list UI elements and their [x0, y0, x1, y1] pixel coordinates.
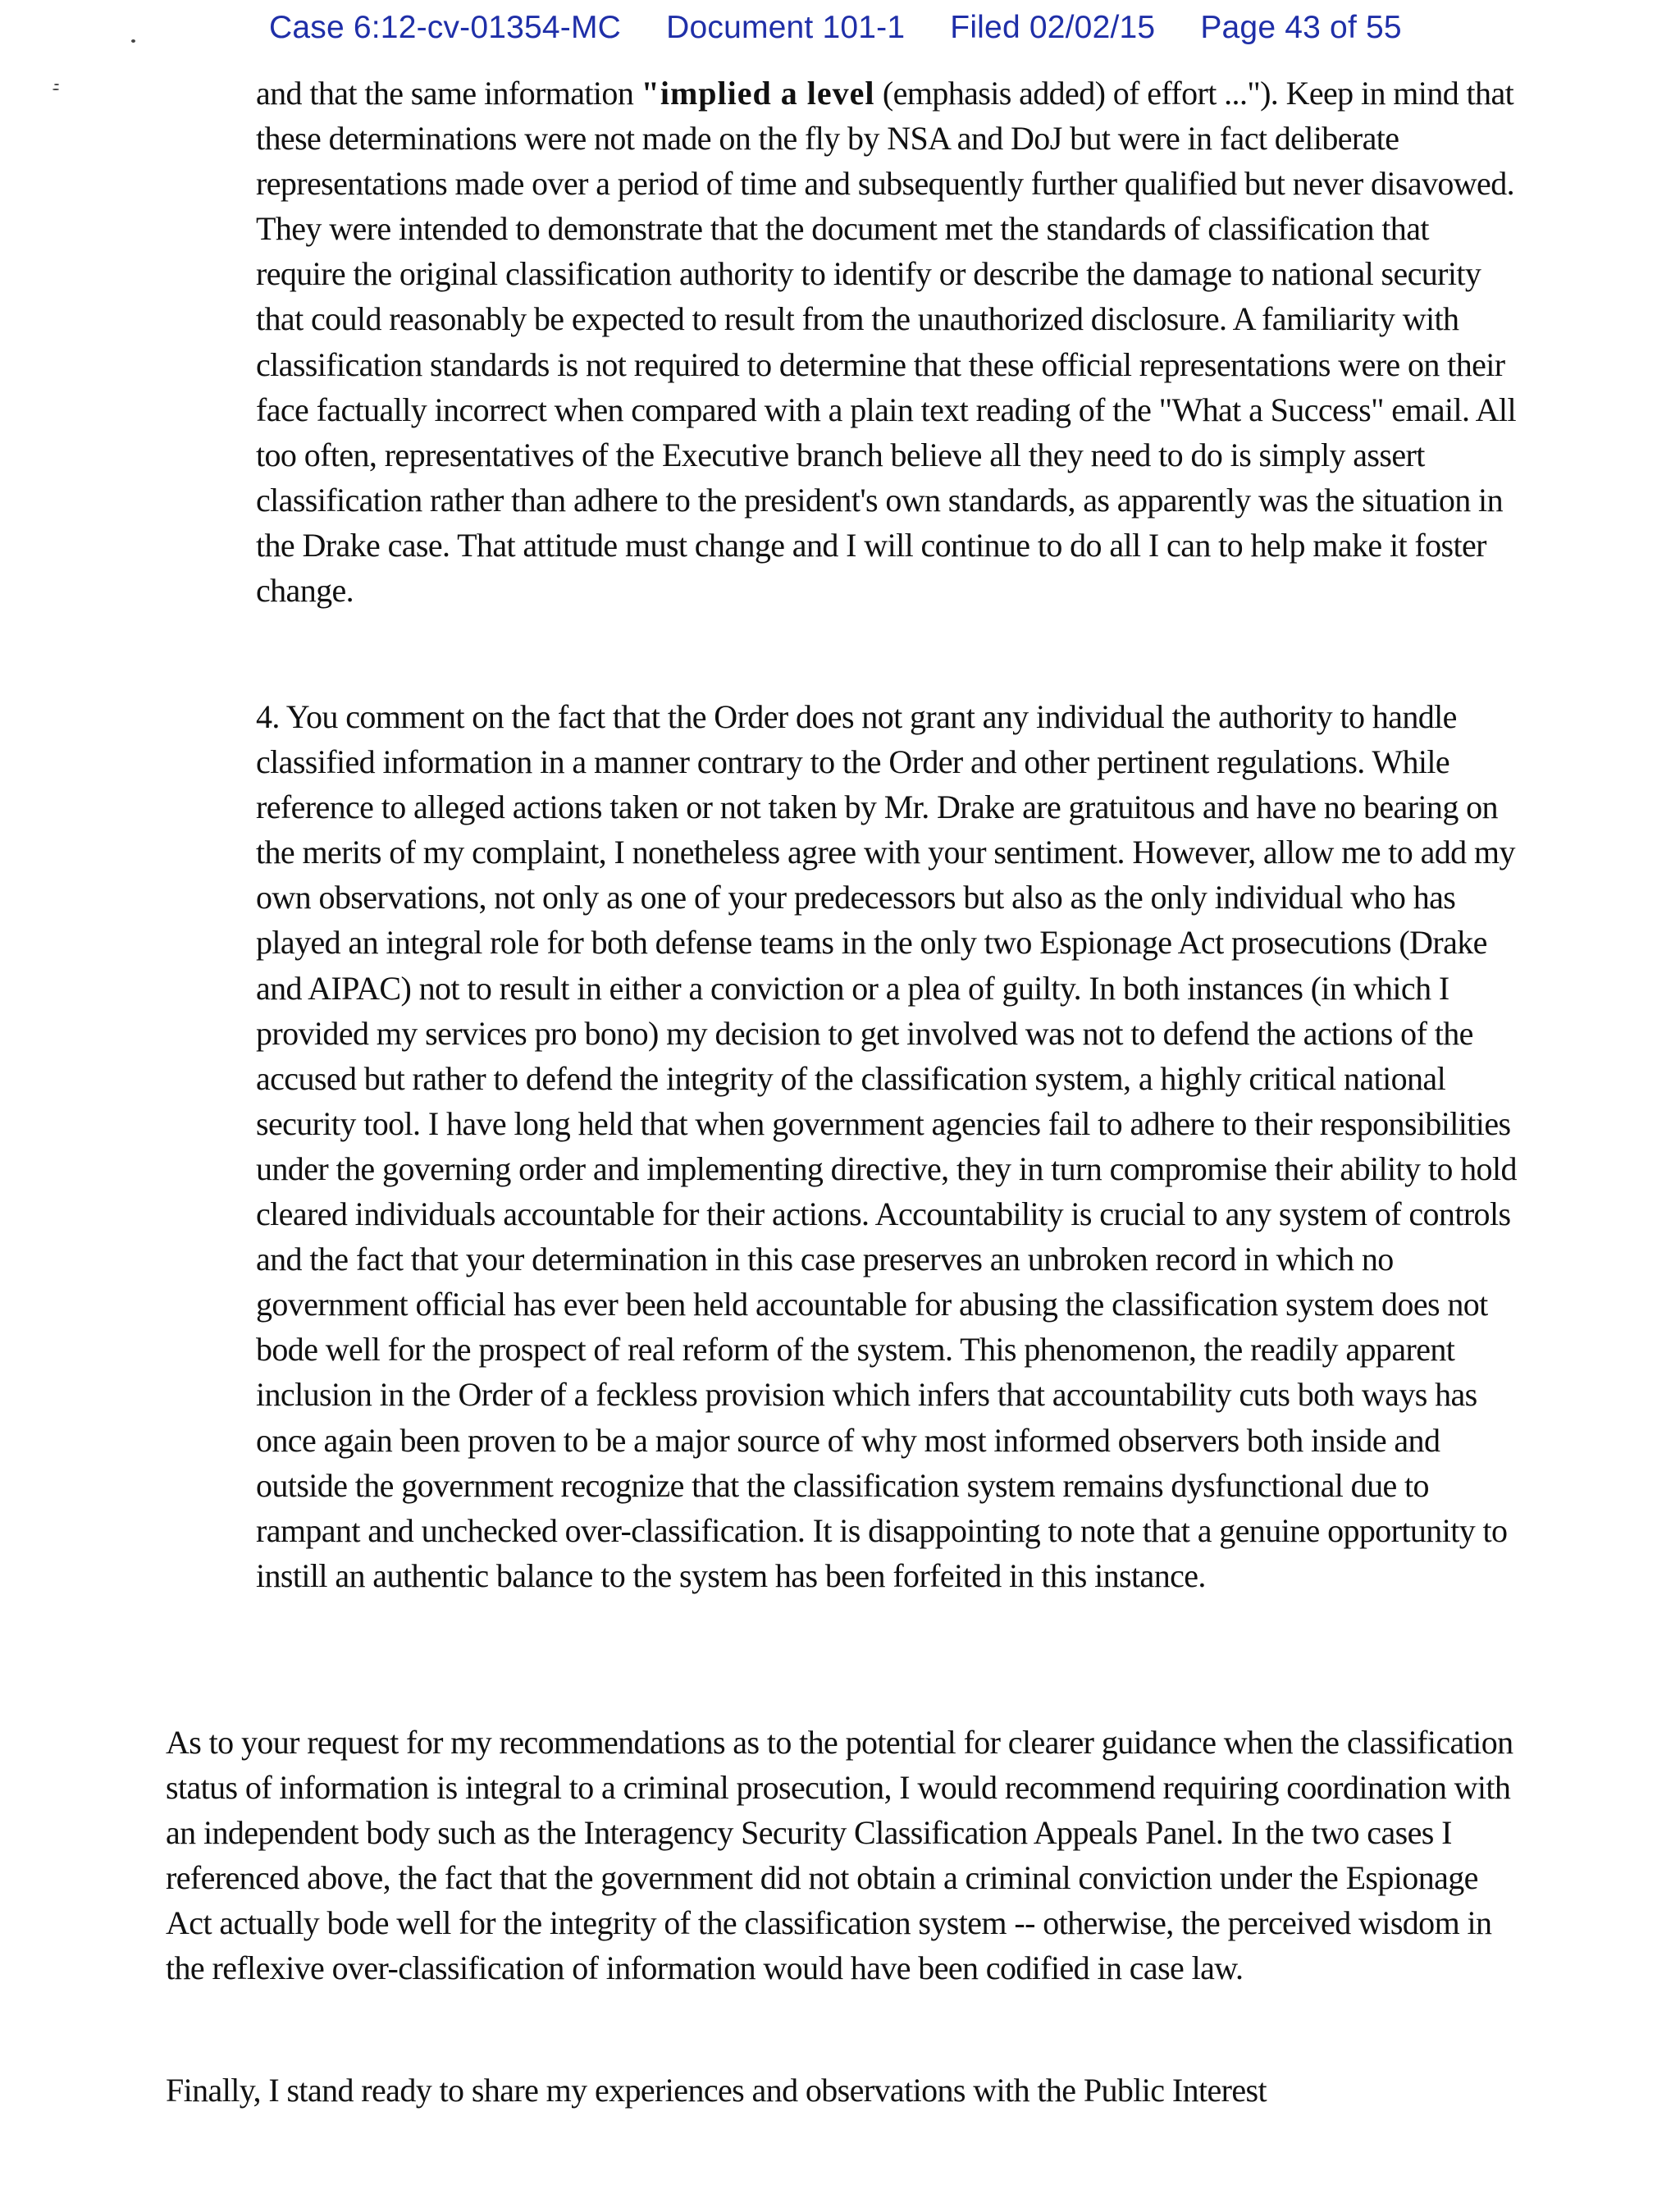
scan-speck — [54, 84, 59, 85]
body-paragraph — [256, 71, 1519, 613]
closing-paragraph: Finally, I stand ready to share my experiences and observations with the Public Interest — [166, 2072, 1267, 2109]
page-number: Page 43 of 55 — [1200, 10, 1402, 45]
paragraph-text: and that the same information — [256, 75, 641, 112]
numbered-paragraph: 4. You comment on the fact that the Order does not grant any individual the authority to handle classified information in a manner contrary to the Order and other pertinent regulations. While reference to alleged actions taken or not taken by Mr. Drake are gratuitous and have no bearing on the merits of my complaint, I nonetheless agree with your sentiment. However, allow me to add my own observations, not only as one of your predecessors but also as the only individual who has played an integral role for both defense teams in the only two Espionage Act prosecutions (Drake and AIPAC) not to result in either a conviction or a plea of guilty. In both instances (in which I provided my services pro bono) my decision to get involved was not to defend the actions of the accused but rather to defend the integrity of the classification system, a highly critical national security tool. I have long held that when government agencies fail to adhere to their responsibilities under the governing order and implementing directive, they in turn compromise their ability to hold cleared individuals accountable for their actions. Accountability is crucial to any system of controls and the fact that your determination in this case preserves an unbroken record in which no government official has ever been held accountable for abusing the classification system does not bode well for the prospect of real reform of the system. This phenomenon, the readily apparent inclusion in the Order of a feckless provision which infers that accountability cuts both ways has once again been proven to be a major source of why most informed observers both inside and outside the government recognize that the classification system remains dysfunctional due to rampant and unchecked over-classification. It is disappointing to note that a genuine opportunity to instill an authentic balance to the system has been forfeited in this instance. — [256, 698, 1517, 1594]
document-number: Document 101-1 — [666, 10, 906, 45]
body-paragraph: As to your request for my recommendations as to the potential for clearer guidance when the classification status of information is integral to a criminal prosecution, I would recommend requiring coordination with an independent body such as the Interagency Security Classification Appeals Panel. In the two cases I referenced above, the fact that the government did not obtain a criminal conviction under the Espionage Act actually bode well for the integrity of the classification system -- otherwise, the perceived wisdom in the reflexive over-classification of information would have been codified in case law. — [166, 1724, 1513, 1987]
paragraph-text: (emphasis added) of effort ..."). Keep in mind that these determinations were not made on the fly by NSA and DoJ but were in fact deliberate representations made over a period of time and subsequently further qualified but never disavowed. They were intended to demonstrate that the document met the standards of classification that require the original classification authority to identify or describe the damage to national security that could reasonably be expected to result from the unauthorized disclosure. A familiarity with classification standards is not required to determine that these official representations were on their face factually incorrect when compared with a plain text reading of the "What a Success" email. All too often, representatives of the Executive branch believe all they need to do is simply assert classification rather than adhere to the president's own standards, as apparently was the situation in the Drake case. That attitude must change and I will continue to do all I can to help make it foster change. — [256, 75, 1516, 610]
case-number: Case 6:12-cv-01354-MC — [269, 10, 622, 45]
filed-date: Filed 02/02/15 — [950, 10, 1156, 45]
emphasized-quote: "implied a level — [641, 75, 875, 112]
scan-speck — [131, 39, 135, 43]
case-header — [269, 10, 1402, 46]
scan-speck — [52, 89, 59, 90]
